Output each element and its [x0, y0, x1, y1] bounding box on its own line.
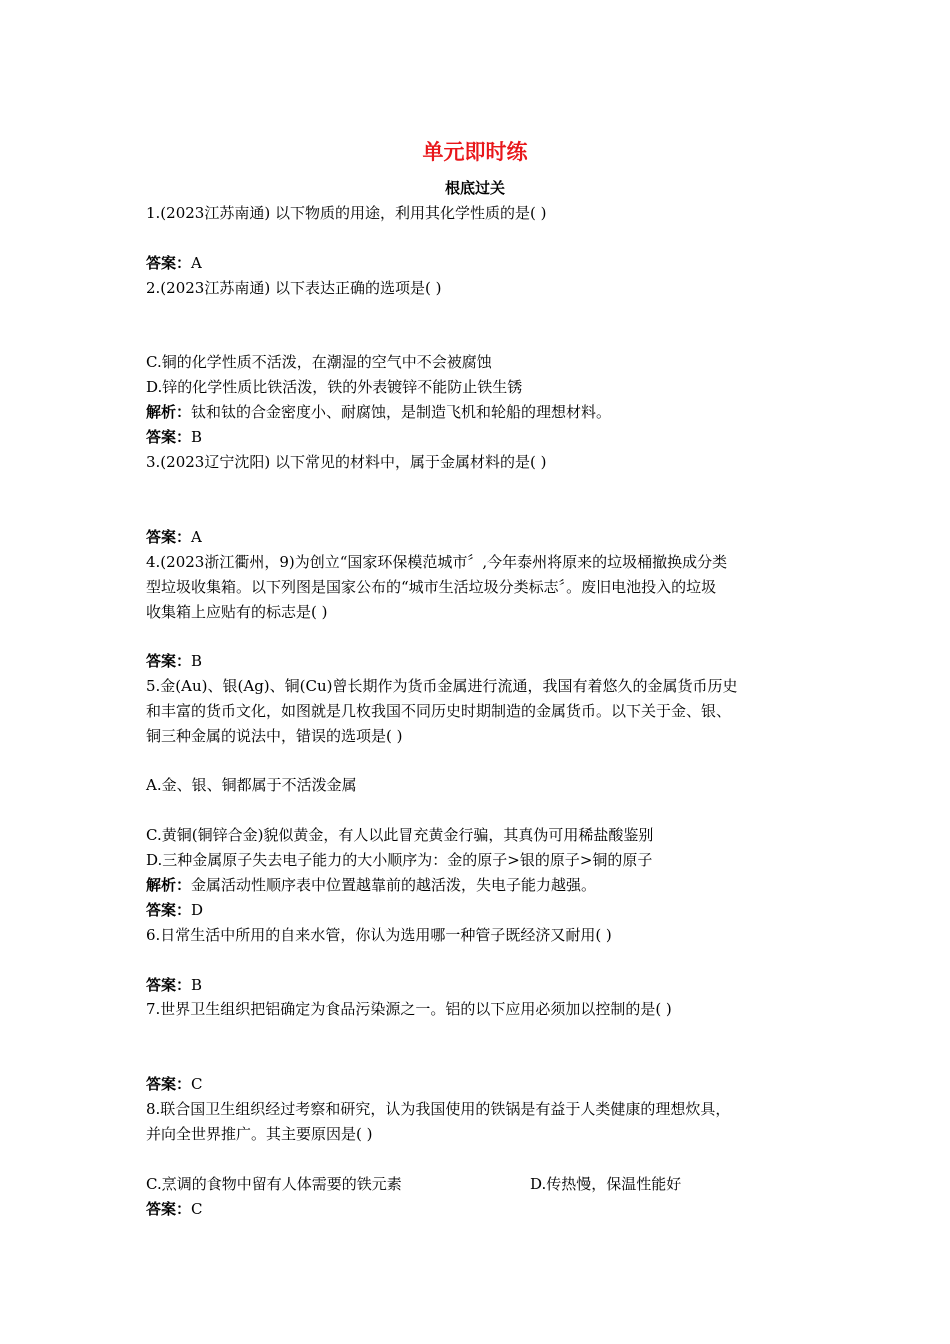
section-heading: 根底过关 — [444, 179, 505, 197]
question-2-stem: 2.(2023江苏南通) 以下表达正确的选项是( ) — [146, 279, 442, 297]
question-2-answer — [146, 427, 202, 447]
question-8-option-c: C.烹调的食物中留有人体需要的铁元素 — [146, 1175, 402, 1193]
question-5-stem-line-3: 铜三种金属的说法中，错误的选项是( ) — [146, 727, 403, 745]
answer-label: 答案： — [146, 652, 192, 670]
page-title: 单元即时练 — [422, 140, 528, 164]
answer-label: 答案： — [146, 976, 192, 994]
answer-label: 答案： — [146, 528, 192, 546]
question-7-answer — [146, 1074, 203, 1094]
question-5-answer — [146, 900, 203, 920]
analysis-label: 解析： — [146, 876, 192, 894]
question-5-stem-line-1: 5.金(Au)、银(Ag)、铜(Cu)曾长期作为货币金属进行流通，我国有着悠久的金属货币历史 — [146, 677, 738, 695]
question-8-option-d: D.传热慢，保温性能好 — [530, 1175, 682, 1193]
question-2-analysis — [146, 402, 611, 422]
analysis-text: 钛和钛的合金密度小、耐腐蚀，是制造飞机和轮船的理想材料。 — [191, 403, 612, 421]
answer-label: 答案： — [146, 254, 192, 272]
answer-value: C — [191, 1200, 203, 1218]
question-5-analysis — [146, 875, 596, 895]
analysis-text: 金属活动性顺序表中位置越靠前的越活泼，失电子能力越强。 — [191, 876, 597, 894]
answer-label: 答案： — [146, 1075, 192, 1093]
question-5-option-a: A.金、银、铜都属于不活泼金属 — [146, 776, 357, 794]
question-5-option-c: C.黄铜(铜锌合金)貌似黄金，有人以此冒充黄金行骗，其真伪可用稀盐酸鉴别 — [146, 826, 654, 844]
answer-label: 答案： — [146, 1200, 192, 1218]
question-3-answer — [146, 527, 202, 547]
question-4-stem-line-3: 收集箱上应贴有的标志是( ) — [146, 603, 328, 621]
question-8-stem-line-1: 8.联合国卫生组织经过考察和研究，认为我国使用的铁锅是有益于人类健康的理想炊具， — [146, 1100, 731, 1118]
question-2-option-c: C.铜的化学性质不活泼，在潮湿的空气中不会被腐蚀 — [146, 353, 492, 371]
question-5-option-d: D.三种金属原子失去电子能力的大小顺序为：金的原子>银的原子>铜的原子 — [146, 851, 653, 869]
question-1-answer — [146, 253, 202, 273]
question-4-stem-line-1: 4.(2023浙江衢州，9)为创立“国家环保模范城市〞,今年泰州将原来的垃圾桶撤换成分类 — [146, 553, 728, 571]
question-4-stem-line-2: 型垃圾收集箱。以下列图是国家公布的“城市生活垃圾分类标志〞。废旧电池投入的垃圾 — [146, 578, 717, 596]
question-6-stem: 6.日常生活中所用的自来水管，你认为选用哪一种管子既经济又耐用( ) — [146, 926, 612, 944]
answer-value: B — [191, 428, 203, 446]
question-6-answer — [146, 975, 202, 995]
question-1-stem: 1.(2023江苏南通) 以下物质的用途，利用其化学性质的是( ) — [146, 204, 547, 222]
answer-value: A — [191, 254, 202, 272]
question-8-answer — [146, 1199, 203, 1219]
answer-value: B — [191, 652, 203, 670]
answer-label: 答案： — [146, 428, 192, 446]
question-7-stem: 7.世界卫生组织把铝确定为食品污染源之一。铝的以下应用必须加以控制的是( ) — [146, 1000, 672, 1018]
question-5-stem-line-2: 和丰富的货币文化，如图就是几枚我国不同历史时期制造的金属货币。以下关于金、银、 — [146, 702, 732, 720]
answer-value: A — [191, 528, 202, 546]
question-4-answer — [146, 651, 202, 671]
analysis-label: 解析： — [146, 403, 192, 421]
answer-label: 答案： — [146, 901, 192, 919]
answer-value: C — [191, 1075, 203, 1093]
question-3-stem: 3.(2023辽宁沈阳) 以下常见的材料中，属于金属材料的是( ) — [146, 453, 547, 471]
answer-value: B — [191, 976, 203, 994]
question-2-option-d: D.锌的化学性质比铁活泼，铁的外表镀锌不能防止铁生锈 — [146, 378, 523, 396]
question-8-stem-line-2: 并向全世界推广。其主要原因是( ) — [146, 1125, 373, 1143]
answer-value: D — [191, 901, 204, 919]
